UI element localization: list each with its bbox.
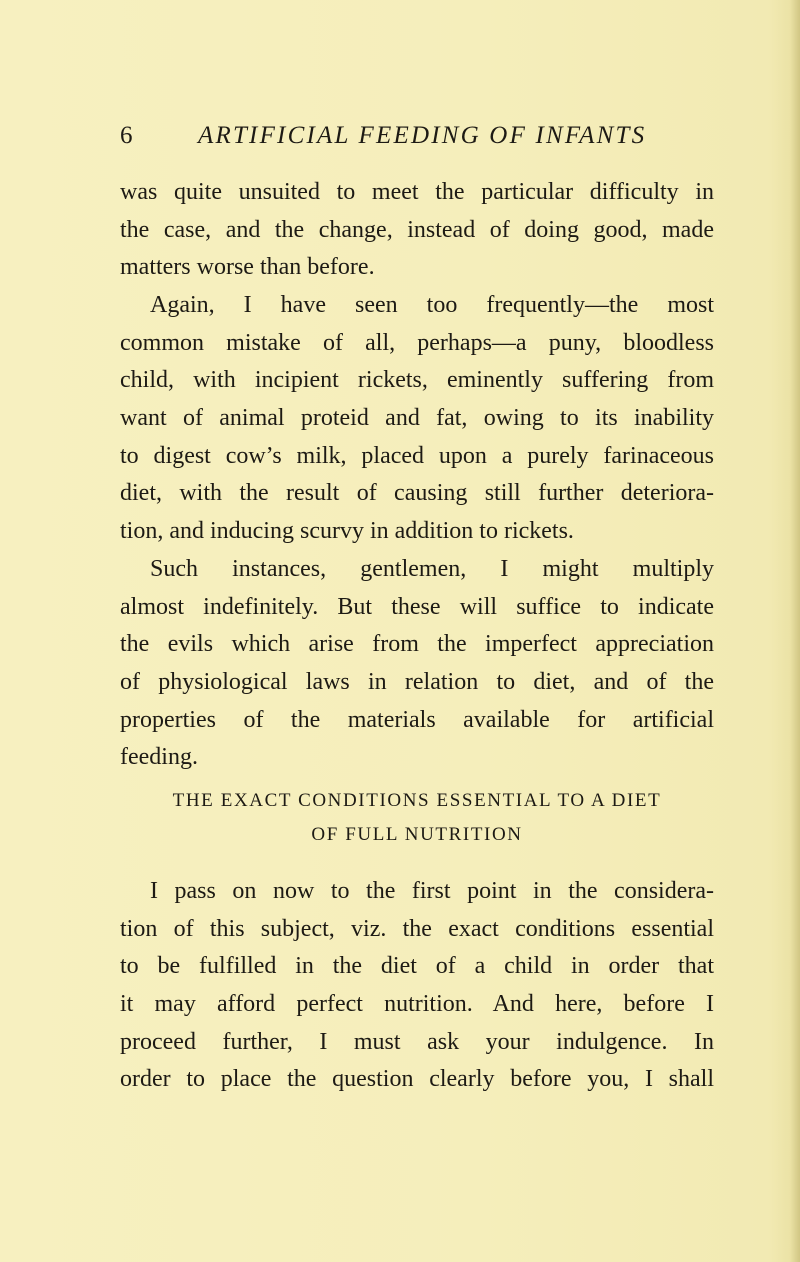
text-line: Again, I have seen too frequently—the most [150, 292, 714, 318]
paragraph-such-instances [120, 551, 714, 777]
text-line: matters worse than before. [120, 254, 375, 281]
paragraph-continued [120, 174, 714, 287]
heading-line: OF FULL NUTRITION [311, 824, 523, 845]
text-line: of physiological laws in relation to diet, and of the [120, 669, 714, 696]
text-line: diet, with the result of causing still further deteriora- [120, 480, 714, 507]
page-edge-shadow [790, 0, 800, 1262]
text-line: I pass on now to the first point in the considera- [150, 878, 714, 904]
running-title: ARTIFICIAL FEEDING OF INFANTS [198, 122, 647, 149]
paragraph-again [120, 287, 714, 551]
text-line: properties of the materials available for artificial [120, 706, 714, 733]
text-line: tion of this subject, viz. the exact conditions essential [120, 915, 714, 942]
text-line: tion, and inducing scurvy in addition to rickets. [120, 518, 574, 545]
text-line: almost indefinitely. But these will suffice to indicate [120, 593, 714, 620]
text-line: order to place the question clearly before you, I shall [120, 1066, 714, 1093]
text-line: was quite unsuited to meet the particular difficulty in [120, 179, 714, 205]
text-line: want of animal proteid and fat, owing to its inability [120, 405, 714, 432]
text-line: the evils which arise from the imperfect appreciation [120, 631, 714, 658]
text-line: to be fulfilled in the diet of a child in order that [120, 953, 714, 980]
text-line: Such instances, gentlemen, I might multiply [150, 556, 714, 582]
paragraph-pass-on [120, 873, 714, 1099]
heading-line: THE EXACT CONDITIONS ESSENTIAL TO A DIET [172, 790, 662, 811]
text-line: proceed further, I must ask your indulgence. In [120, 1028, 714, 1055]
text-line: feeding. [120, 744, 198, 771]
text-line: to digest cow’s milk, placed upon a purely farinaceous [120, 442, 714, 469]
section-heading [120, 790, 714, 858]
running-head [120, 122, 720, 154]
page-number: 6 [120, 122, 134, 149]
text-line: common mistake of all, perhaps—a puny, bloodless [120, 329, 714, 356]
text-line: child, with incipient rickets, eminently suffering from [120, 367, 714, 394]
text-line: the case, and the change, instead of doing good, made [120, 216, 714, 243]
text-line: it may afford perfect nutrition. And here, before I [120, 991, 714, 1018]
